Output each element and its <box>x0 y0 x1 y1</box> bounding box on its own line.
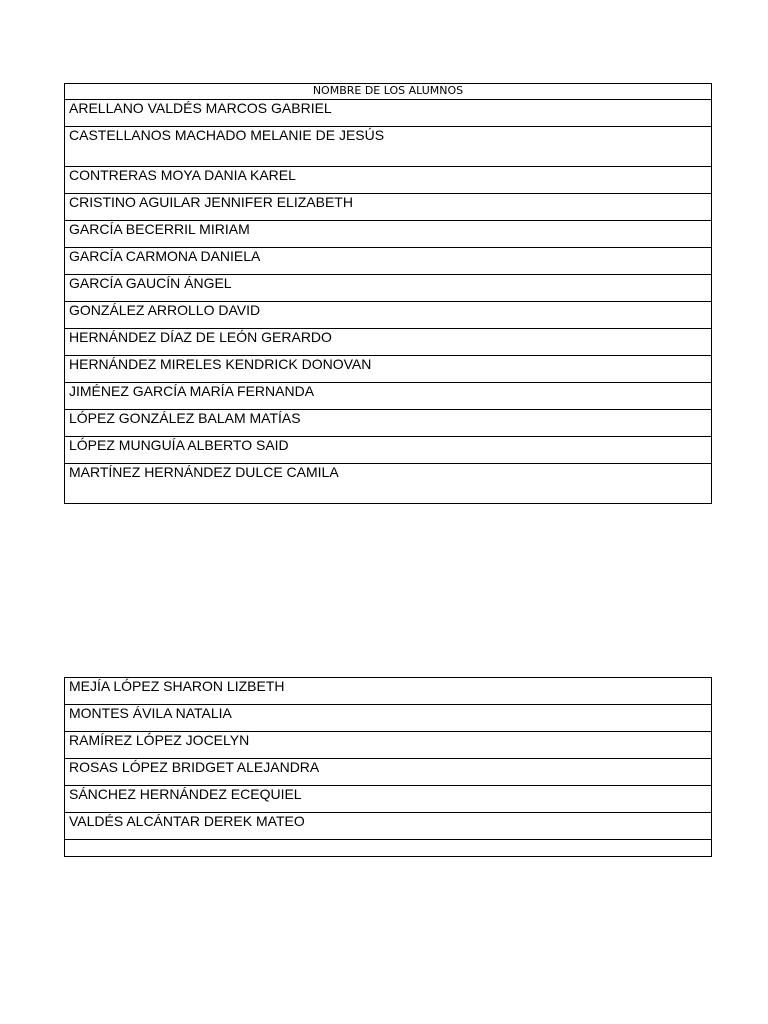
student-name-cell: LÓPEZ GONZÁLEZ BALAM MATÍAS <box>65 410 712 437</box>
table-row <box>65 194 712 221</box>
student-name-cell: LÓPEZ MUNGUÍA ALBERTO SAID <box>65 437 712 464</box>
empty-cell <box>65 840 712 857</box>
student-name-cell: GONZÁLEZ ARROLLO DAVID <box>65 302 712 329</box>
student-name-cell: CASTELLANOS MACHADO MELANIE DE JESÚS <box>65 127 712 167</box>
student-name-cell: GARCÍA BECERRIL MIRIAM <box>65 221 712 248</box>
table-row <box>65 410 712 437</box>
student-name-cell: MONTES ÁVILA NATALIA <box>65 705 712 732</box>
table-row <box>65 356 712 383</box>
student-name-cell: MARTÍNEZ HERNÁNDEZ DULCE CAMILA <box>65 464 712 504</box>
table-row <box>65 678 712 705</box>
student-list-table-top <box>64 83 712 504</box>
table-row <box>65 759 712 786</box>
student-list-table-bottom <box>64 677 712 857</box>
student-name-cell: MEJÍA LÓPEZ SHARON LIZBETH <box>65 678 712 705</box>
student-name-cell: VALDÉS ALCÁNTAR DEREK MATEO <box>65 813 712 840</box>
student-name-cell: GARCÍA CARMONA DANIELA <box>65 248 712 275</box>
student-name-cell: HERNÁNDEZ DÍAZ DE LEÓN GERARDO <box>65 329 712 356</box>
table-row <box>65 275 712 302</box>
table-row <box>65 813 712 840</box>
table-row <box>65 786 712 813</box>
table-row <box>65 329 712 356</box>
table-row <box>65 248 712 275</box>
column-header-student-names: NOMBRE DE LOS ALUMNOS <box>65 84 712 100</box>
table-row <box>65 100 712 127</box>
table-row <box>65 127 712 167</box>
student-name-cell: CRISTINO AGUILAR JENNIFER ELIZABETH <box>65 194 712 221</box>
student-name-cell: JIMÉNEZ GARCÍA MARÍA FERNANDA <box>65 383 712 410</box>
student-name-cell: RAMÍREZ LÓPEZ JOCELYN <box>65 732 712 759</box>
student-name-cell: CONTRERAS MOYA DANIA KAREL <box>65 167 712 194</box>
table-row-empty <box>65 840 712 857</box>
table-row <box>65 464 712 504</box>
table-row <box>65 302 712 329</box>
table-row <box>65 732 712 759</box>
student-name-cell: SÁNCHEZ HERNÁNDEZ ECEQUIEL <box>65 786 712 813</box>
student-name-cell: GARCÍA GAUCÍN ÁNGEL <box>65 275 712 302</box>
student-name-cell: ROSAS LÓPEZ BRIDGET ALEJANDRA <box>65 759 712 786</box>
table-row <box>65 221 712 248</box>
table-row <box>65 383 712 410</box>
student-name-cell: ARELLANO VALDÉS MARCOS GABRIEL <box>65 100 712 127</box>
student-name-cell: HERNÁNDEZ MIRELES KENDRICK DONOVAN <box>65 356 712 383</box>
table-header-row <box>65 84 712 100</box>
table-row <box>65 705 712 732</box>
table-row <box>65 167 712 194</box>
table-row <box>65 437 712 464</box>
